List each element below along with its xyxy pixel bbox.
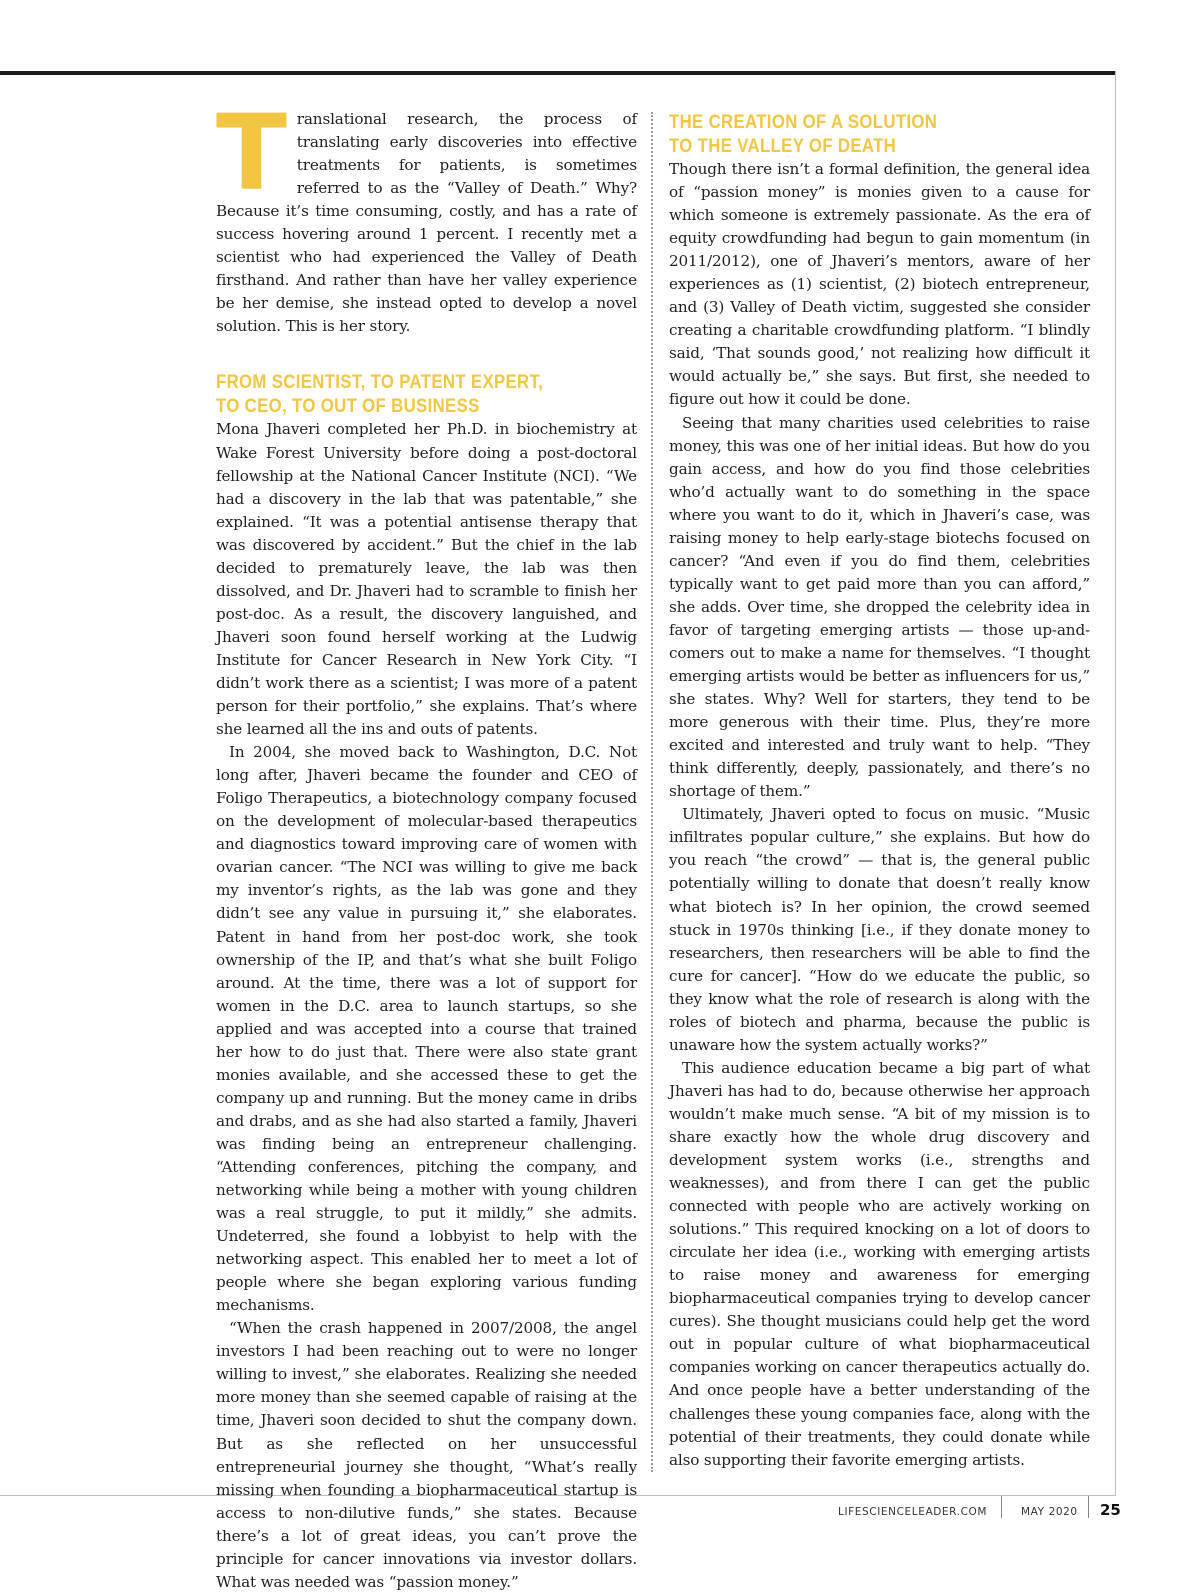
drop-cap: T xyxy=(216,92,287,214)
section2-paragraph-3: Ultimately, Jhaveri opted to focus on music. “Music infiltrates popular culture,” she explains. But how do you reach “the crowd” — that is, the general public potentially willing to donate that doesn’t really know what biotech is? In her opinion, the crowd seemed stuck in 1970s thinking [i.e., if they donate money to researchers, then researchers will be able to find the cure for cancer]. “How do we educate the public, so they know what the role of research is along with the roles of biotech and pharma, because the public is unaware how the system actually works?” xyxy=(669,805,1090,1054)
footer-issue-date: MAY 2020 xyxy=(1021,1506,1078,1518)
section2-paragraph-2: Seeing that many charities used celebrities to raise money, this was one of her initial ideas. But how do you gain access, and how do you find those celebrities who’d actually want to do something in the space where you want to do it, which in Jhaveri’s case, was raising money to help early-stage biotechs focused on cancer? “And even if you do find them, celebrities typically want to get paid more than you can afford,” she adds. Over time, she dropped the celebrity idea in favor of targeting emerging artists — those up-and-comers out to make a name for themselves. “I thought emerging artists would be better as influencers for us,” she states. Why? Well for starters, they tend to be more generous with their time. Plus, they’re more excited and interested and truly want to help. “They think differently, deeply, passionately, and there’s no shortage of them.” xyxy=(669,413,1090,801)
section2-heading-line1: THE CREATION OF A SOLUTION xyxy=(669,111,938,133)
footer-website: LIFESCIENCELEADER.COM xyxy=(838,1506,988,1518)
section1-heading-line2: TO CEO, TO OUT OF BUSINESS xyxy=(216,395,480,418)
section2-heading xyxy=(669,110,1031,158)
top-rule xyxy=(0,71,1116,75)
section1-heading xyxy=(216,370,578,418)
section2-paragraph-1: Though there isn’t a formal definition, the general idea of “passion money” is monies given to a cause for which someone is extremely passionate. As the era of equity crowdfunding had begun to gain momentum (in 2011/2012), one of Jhaveri’s mentors, aware of her experiences as (1) scientist, (2) biotech entrepreneur, and (3) Valley of Death victim, suggested she consider creating a charitable crowdfunding platform. “I blindly said, ‘That sounds good,’ not realizing how difficult it would actually be,” she says. But first, she needed to figure out how it could be done. xyxy=(669,160,1090,409)
page-footer xyxy=(0,1496,1200,1536)
right-margin-rule xyxy=(1115,71,1116,1496)
section2-heading-line2: TO THE VALLEY OF DEATH xyxy=(669,135,897,157)
section1-paragraph-3: “When the crash happened in 2007/2008, the angel investors I had been reaching out to were no longer willing to invest,” she elaborates. Realizing she needed more money than she seemed capable of raising at the time, Jhaveri soon decided to shut the company down. But as she reflected on her unsuccessful entrepreneurial journey she thought, “What’s really missing when founding a biopharmaceutical startup is access to non-dilutive funds,” she states. Because there’s a lot of great ideas, you can’t prove the principle for cancer innovations via investor dollars. What was needed was “passion money.” xyxy=(216,1319,637,1591)
page-number: 25 xyxy=(1100,1501,1121,1519)
section1-paragraph-1: Mona Jhaveri completed her Ph.D. in biochemistry at Wake Forest University before doing a post-doctoral fellowship at the National Cancer Institute (NCI). “We had a discovery in the lab that was patentable,” she explained. “It was a potential antisense therapy that was discovered by accident.” But the chief in the lab decided to prematurely leave, the lab was then dissolved, and Dr. Jhaveri had to scramble to finish her post-doc. As a result, the discovery languished, and Jhaveri soon found herself working at the Ludwig Institute for Cancer Research in New York City. “I didn’t work there as a scientist; I was more of a patent person for their portfolio,” she explains. That’s where she learned all the ins and outs of patents. xyxy=(216,420,637,739)
left-column xyxy=(216,92,637,1594)
section2-paragraph-4: This audience education became a big part of what Jhaveri has had to do, because otherwise her approach wouldn’t make much sense. “A bit of my mission is to share exactly how the whole drug discovery and development system works (i.e., strengths and weaknesses), and from there I can get the public connected with people who are actively working on solutions.” This required knocking on a lot of doors to circulate her idea (i.e., working with emerging artists to raise money and awareness for emerging biopharmaceutical companies trying to develop cancer cures). She thought musicians could help get the word out in popular culture of what biopharmaceutical companies working on cancer therapeutics actually do. And once people have a better understanding of the challenges these young companies face, along with the potential of their treatments, they could donate while also supporting their favorite emerging artists. xyxy=(669,1058,1090,1469)
footer-divider xyxy=(1001,1496,1002,1518)
column-divider xyxy=(651,112,653,1472)
right-column xyxy=(669,108,1090,1472)
footer-divider xyxy=(1088,1496,1089,1518)
intro-paragraph xyxy=(216,92,637,338)
section1-paragraph-2: In 2004, she moved back to Washington, D.C. Not long after, Jhaveri became the founder and CEO of Foligo Therapeutics, a biotechnology company focused on the development of molecular-based therapeutics and diagnostics toward improving care of women with ovarian cancer. “The NCI was willing to give me back my inventor’s rights, as the lab was gone and they didn’t see any value in pursuing it,” she elaborates. Patent in hand from her post-doc work, she took ownership of the IP, and that’s what she built Foligo around. At the time, there was a lot of support for women in the D.C. area to launch startups, so she applied and was accepted into a course that trained her how to do just that. There were also state grant monies available, and she accessed these to get the company up and running. But the money came in dribs and drabs, and as she had also started a family, Jhaveri was finding being an entrepreneur challenging. “Attending conferences, pitching the company, and networking while being a mother with young children was a real struggle, to put it mildly,” she admits. Undeterred, she found a lobbyist to help with the networking aspect. This enabled her to meet a lot of people where she began exploring various funding mechanisms. xyxy=(216,743,637,1315)
intro-text: ranslational research, the process of translating early discoveries into effective treatments for patients, is sometimes referred to as the “Valley of Death.” Why? Because it’s time consuming, costly, and has a rate of success hovering around 1 percent. I recently met a scientist who had experienced the Valley of Death firsthand. And rather than have her valley experience be her demise, she instead opted to develop a novel solution. This is her story. xyxy=(216,110,637,336)
section1-heading-line1: FROM SCIENTIST, TO PATENT EXPERT, xyxy=(216,371,544,394)
